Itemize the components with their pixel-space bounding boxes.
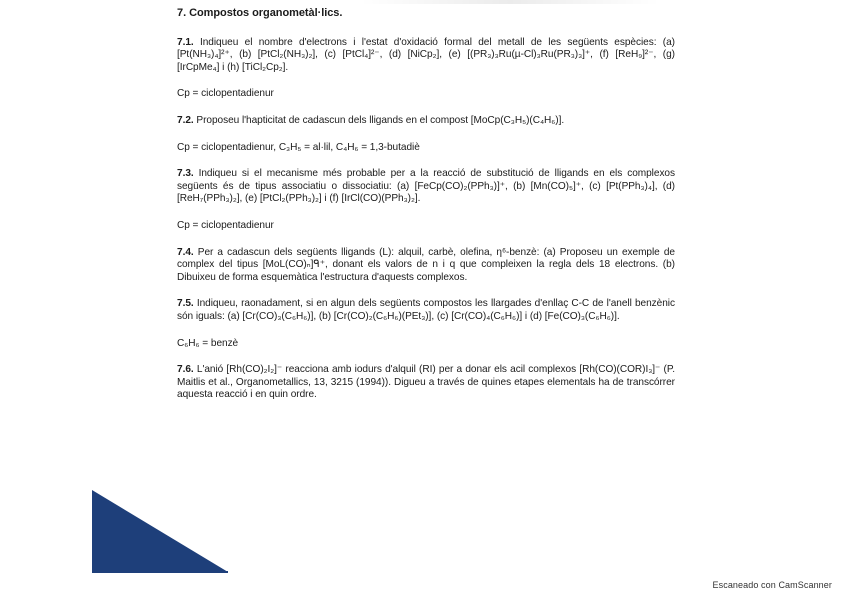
question-text: Indiqueu el nombre d'electrons i l'estat d'oxidació formal del metall de les següents espècies: (a) [Pt(NH₃)₄]²⁺, (b) [PtCl₂(NH₃)₂], (c) [PtCl₄]²⁻, (d) [NiCp₂], (e) [(PR₃)₃Ru(µ-Cl)₃Ru(PR₃)₃]⁺, (f) [ReH₉]²⁻, (g) [IrCpMe₄] i (h) [TiCl₂Cp₂]. [177, 36, 675, 73]
scanner-watermark: Escaneado con CamScanner [712, 580, 832, 590]
scan-shadow [360, 0, 660, 4]
question-7-3 [177, 168, 675, 206]
note-ligands: Cp = ciclopentadienur, C₃H₅ = al·lil, C₄H₆ = 1,3-butadiè [177, 141, 420, 153]
question-7-5 [177, 298, 675, 323]
note-benzene: C₆H₆ = benzè [177, 337, 239, 349]
question-7-1 [177, 37, 675, 75]
question-number: 7.4. [177, 246, 194, 258]
question-text: L'anió [Rh(CO)₂I₂]⁻ reacciona amb iodurs d'alquil (RI) per a donar els acil complexos [Rh(CO)(COR)I₃]⁻ (P. Maitlis et al., Organometallics, 13, 3215 (1994)). Digueu a través de quines etapes elementals ha de transcórrer aquesta reacció i en quin ordre. [177, 364, 675, 401]
question-text: Proposeu l'hapticitat de cadascun dels lligands en el compost [MoCp(C₃H₅)(C₄H₆)]. [196, 114, 565, 126]
question-7-6 [177, 364, 675, 402]
question-7-2 [177, 115, 675, 128]
note-cp-2: Cp = ciclopentadienur [177, 219, 274, 231]
section-heading: 7. Compostos organometàl·lics. [177, 7, 343, 19]
decorative-triangle-base [92, 571, 228, 573]
decorative-triangle [92, 490, 228, 572]
note-cp-1: Cp = ciclopentadienur [177, 88, 274, 100]
question-text: Indiqueu, raonadament, si en algun dels següents compostos les llargades d'enllaç C-C de l'anell benzènic són iguals: (a) [Cr(CO)₃(C₆H₆)], (b) [Cr(CO)₂(C₆H₆)(PEt₃)], (c) [Cr(CO)₄(C₆H₆)] i (d) [Fe(CO)₃(C₆H₆)]. [177, 298, 675, 322]
question-number: 7.2. [177, 114, 194, 126]
document-body [177, 7, 675, 416]
question-7-4 [177, 247, 675, 285]
question-number: 7.1. [177, 36, 194, 48]
question-number: 7.5. [177, 298, 194, 310]
question-number: 7.6. [177, 364, 194, 376]
question-number: 7.3. [177, 168, 194, 180]
question-text: Indiqueu si el mecanisme més probable per a la reacció de substitució de lligands en els complexos següents és de tipus associatiu o dissociatiu: (a) [FeCp(CO)₂(PPh₃)]⁺, (b) [Mn(CO)₅]⁺, (c) [Pt(PPh₃)₄], (d) [ReH₇(PPh₃)₂], (e) [PtCl₂(PPh₃)₂] i (f) [IrCl(CO)(PPh₃)₂]. [177, 168, 675, 205]
question-text: Per a cadascun dels següents lligands (L): alquil, carbè, olefina, η⁶-benzè: (a) Proposeu un exemple de complex del tipus [MoL(CO)ₙ]ᑫ⁺, donant els valors de n i q que compleixen la regla dels 18 electrons. (b) Dibuixeu de forma esquemàtica l'estructura d'aquests complexos. [177, 246, 675, 283]
